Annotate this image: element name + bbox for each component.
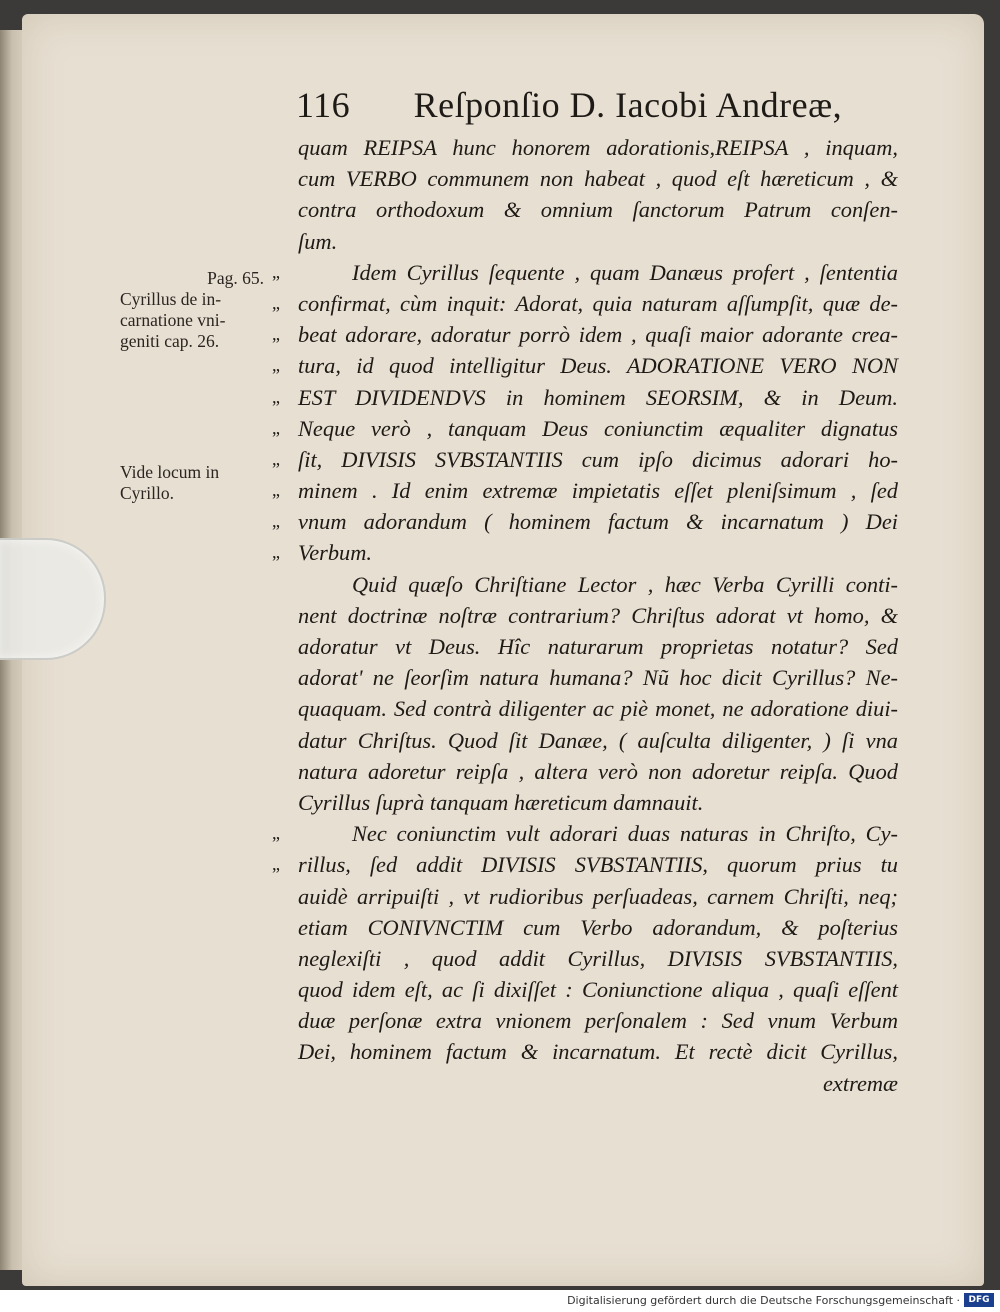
quote-mark: „ [272, 386, 280, 407]
running-head-title: Reſponſio D. Iacobi Andreæ, [413, 85, 843, 125]
text-line: „ EST DIVIDENDVS in hominem SEORSIM, & in Deum. [298, 382, 898, 413]
margin-note-line: geniti cap. 26. [120, 331, 220, 351]
text-line: „ Neque verò , tanquam Deus coniunctim æqualiter dignatus [298, 413, 898, 444]
quote-mark: „ [272, 511, 280, 532]
text-line: „ rillus, ſed addit DIVISIS SVBSTANTIIS, quorum prius tu [298, 849, 898, 880]
text-line: nent doctrinæ noſtræ contrarium? Chriſtus adorat vt homo, & [298, 602, 898, 628]
text-line: contra orthodoxum & omnium ſanctorum Patrum conſen- [298, 197, 898, 223]
text-line: quod idem eſt, ac ſi dixiſſet : Coniunctione aliqua , quaſi eſſent [298, 977, 898, 1003]
text-line: „ beat adorare, adoratur porrò idem , quaſi maior adorante crea- [298, 319, 898, 350]
margin-note-line: Pag. 65. [207, 268, 264, 288]
quote-mark: „ [272, 823, 280, 844]
text-line: „ Idem Cyrillus ſequente , quam Danæus profert , ſententia [298, 257, 898, 288]
text-line: adoratur vt Deus. Hîc naturarum proprietas notatur? Sed [298, 634, 898, 659]
margin-note-line: Cyrillus de in- [120, 289, 222, 309]
running-header [296, 84, 842, 126]
margin-note-vide [120, 462, 270, 504]
text-line: duæ perſonæ extra vnionem perſonalem : Sed vnum Verbum [298, 1008, 898, 1034]
quote-mark: „ [272, 261, 280, 282]
text-line: etiam CONIVNCTIM cum Verbo adorandum, & poſterius [298, 914, 898, 940]
quote-mark: „ [272, 417, 280, 438]
text-line: ſum. [298, 228, 338, 254]
margin-note-line: carnatione vni- [120, 310, 226, 330]
text-line: quam REIPSA hunc honorem adorationis,REIPSA , inquam, [298, 135, 898, 160]
quote-mark: „ [272, 292, 280, 313]
text-line: Quid quæſo Chriſtiane Lector , hæc Verba Cyrilli conti- [352, 571, 898, 597]
text-line: Dei, hominem factum & incarnatum. Et rectè dicit Cyrillus, [298, 1039, 898, 1065]
margin-note-line: Cyrillo. [120, 483, 174, 503]
text-line: neglexiſti , quod addit Cyrillus, DIVISIS SVBSTANTIIS, [298, 945, 898, 971]
text-line: quaquam. Sed contrà diligenter ac piè monet, ne adoratione diui- [298, 696, 898, 722]
text-line: Cyrillus ſuprà tanquam hæreticum damnauit. [298, 789, 704, 815]
text-line: cum VERBO communem non habeat , quod eſt hæreticum , & [298, 166, 898, 192]
margin-note-line: Vide locum in [120, 462, 220, 482]
text-line: „ tura, id quod intelligitur Deus. ADORATIONE VERO NON [298, 350, 898, 381]
quote-mark: „ [272, 854, 280, 875]
quote-mark: „ [272, 480, 280, 501]
text-line: natura adoretur reipſa , altera verò non adoretur reipſa. Quod [298, 758, 898, 784]
page-number: 116 [296, 85, 351, 125]
text-line: „ confirmat, cùm inquit: Adorat, quia naturam aſſumpſit, quæ de- [298, 288, 898, 319]
dfg-logo: DFG [964, 1293, 994, 1307]
quote-mark: „ [272, 355, 280, 376]
text-line: „ Verbum. [298, 537, 898, 568]
text-line: auidè arripuiſti , vt rudioribus perſuadeas, carnem Chriſti, neq; [298, 883, 898, 909]
body-text [272, 132, 898, 1099]
funding-credit: Digitalisierung gefördert durch die Deutsche Forschungsgemeinschaft · [567, 1294, 960, 1307]
text-line: datur Chriſtus. Quod ſit Danæe, ( auſculta diligenter, ) ſi vna [298, 727, 898, 753]
text-line: „ minem . Id enim extremæ impietatis eſſet pleniſsimum , ſed [298, 475, 898, 506]
text-line: „ vnum adorandum ( hominem factum & incarnatum ) Dei [298, 506, 898, 537]
quote-mark: „ [272, 542, 280, 563]
quote-mark: „ [272, 324, 280, 345]
text-line: „ ſit, DIVISIS SVBSTANTIIS cum ipſo dicimus adorari ho- [298, 444, 898, 475]
digitization-footer [0, 1290, 1000, 1312]
text-line: adorat' ne ſeorſim natura humana? Nũ hoc dicit Cyrillus? Ne- [298, 665, 898, 691]
catchword: extremæ [822, 1070, 898, 1096]
margin-note-reference [120, 268, 270, 352]
quote-mark: „ [272, 448, 280, 469]
text-line: „ Nec coniunctim vult adorari duas naturas in Chriſto, Cy- [298, 818, 898, 849]
